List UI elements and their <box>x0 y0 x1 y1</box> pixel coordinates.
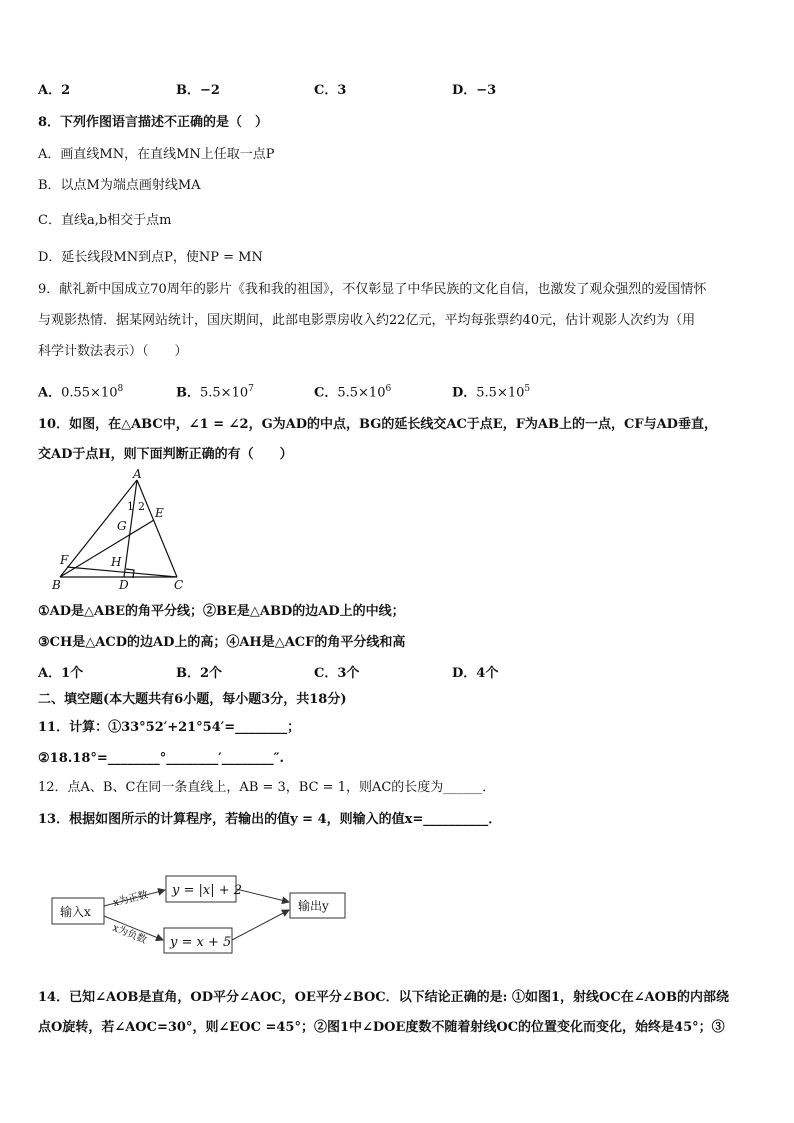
q10-triangle-figure <box>48 468 198 596</box>
input-box-text: 输入x <box>60 905 91 919</box>
q10-option-c: C．3个 <box>314 666 360 681</box>
segment-cf <box>67 567 177 577</box>
q9-option-b <box>176 380 254 402</box>
q13-stem: 13．根据如图所示的计算程序，若输出的值y = 4，则输入的值x=__________． <box>38 812 502 827</box>
q9-line-1: 9．献礼新中国成立70周年的影片《我和我的祖国》，不仅彰显了中华民族的文化自信，也激发了观众强烈的爱国情怀 <box>38 282 707 297</box>
section-2-heading: 二、填空题(本大题共有6小题，每小题3分，共18分) <box>38 692 347 707</box>
q7-option-b: B．−2 <box>176 83 220 98</box>
label-angle-2: 2 <box>138 500 145 513</box>
lower-arrow-label: x为负数 <box>110 922 149 947</box>
q8-option-d: D．延长线段MN到点P，使NP = MN <box>38 250 263 265</box>
q14-line-1: 14．已知∠AOB是直角，OD平分∠AOC，OE平分∠BOC．以下结论正确的是: ①如图1，射线OC在∠AOB的内部绕 <box>38 990 729 1005</box>
q10-option-d: D．4个 <box>452 666 499 681</box>
segment-be <box>60 520 154 577</box>
q9-option-a-label: A． <box>38 385 62 401</box>
q7-option-c: C．3 <box>314 83 347 98</box>
q11-line-1: 11．计算：①33°52′+21°54′=________； <box>38 720 301 735</box>
label-b: B <box>52 578 61 592</box>
q7-option-d: D．−3 <box>452 83 497 98</box>
label-f: F <box>60 553 69 567</box>
output-box-text: 输出y <box>298 899 329 913</box>
q9-option-b-label: B． <box>176 385 200 401</box>
upper-formula-text: y = |x| + 2 <box>172 883 243 898</box>
q9-option-c-label: C． <box>314 385 338 401</box>
lower-output-arrow <box>232 910 289 940</box>
label-a: A <box>133 468 142 481</box>
label-e: E <box>155 506 164 520</box>
label-angle-1: 1 <box>127 500 134 513</box>
q7-option-a: A．2 <box>38 83 71 98</box>
q13-flowchart <box>48 866 353 958</box>
upper-output-arrow <box>236 889 289 902</box>
q9-line-2: 与观影热情．据某网站统计，国庆期间，此部电影票房收入约22亿元，平均每张票约40元，估计观影人次约为（用 <box>38 313 696 328</box>
q8-stem: 8．下列作图语言描述不正确的是（ ） <box>38 115 269 130</box>
q9-option-b-exp: 7 <box>248 384 254 394</box>
label-c: C <box>174 578 184 592</box>
segment-ac <box>137 480 177 577</box>
q9-option-d <box>452 380 530 402</box>
q12-text: 12．点A、B、C在同一条直线上，AB = 3，BC = 1，则AC的长度为______． <box>38 780 496 795</box>
q10-line-1: 10．如图，在△ABC中，∠1 = ∠2，G为AD的中点，BG的延长线交AC于点E，F为AB上的一点，CF与AD垂直， <box>38 417 717 432</box>
q10-option-b: B．2个 <box>176 666 223 681</box>
upper-arrow-label: x为正数 <box>112 889 150 909</box>
q9-line-3: 科学计数法表示）（ ） <box>38 344 188 359</box>
q9-option-b-mantissa: 5.5×10 <box>200 385 249 401</box>
q10-option-a: A．1个 <box>38 666 84 681</box>
q9-option-c <box>314 380 391 402</box>
q9-option-c-exp: 6 <box>385 384 392 394</box>
label-d: D <box>119 578 129 592</box>
q8-option-c: C．直线a,b相交于点m <box>38 213 172 228</box>
label-g: G <box>117 519 127 533</box>
q9-option-a-mantissa: 0.55×10 <box>61 385 118 401</box>
q9-option-a <box>38 380 123 402</box>
q8-option-b: B．以点M为端点画射线MA <box>38 178 201 193</box>
q9-option-a-exp: 8 <box>117 384 124 394</box>
q10-statement-2: ③CH是△ACD的边AD上的高；④AH是△ACF的角平分线和高 <box>38 635 406 650</box>
q14-line-2: 点O旋转，若∠AOC=30°，则∠EOC =45°；②图1中∠DOE度数不随着射线OC的位置变化而变化，始终是45°；③ <box>38 1020 725 1035</box>
q11-line-2: ②18.18°=________°________′________″. <box>38 751 285 766</box>
q9-option-d-label: D． <box>452 385 477 401</box>
q9-option-d-exp: 5 <box>524 384 531 394</box>
q10-statement-1: ①AD是△ABE的角平分线；②BE是△ABD的边AD上的中线； <box>38 604 405 619</box>
q9-option-d-mantissa: 5.5×10 <box>476 385 525 401</box>
lower-formula-text: y = x + 5 <box>170 935 232 950</box>
q10-line-2: 交AD于点H，则下面判断正确的有（ ） <box>38 447 293 462</box>
q8-option-a: A．画直线MN，在直线MN上任取一点P <box>38 147 275 162</box>
q9-option-c-mantissa: 5.5×10 <box>337 385 386 401</box>
label-h: H <box>111 555 122 569</box>
